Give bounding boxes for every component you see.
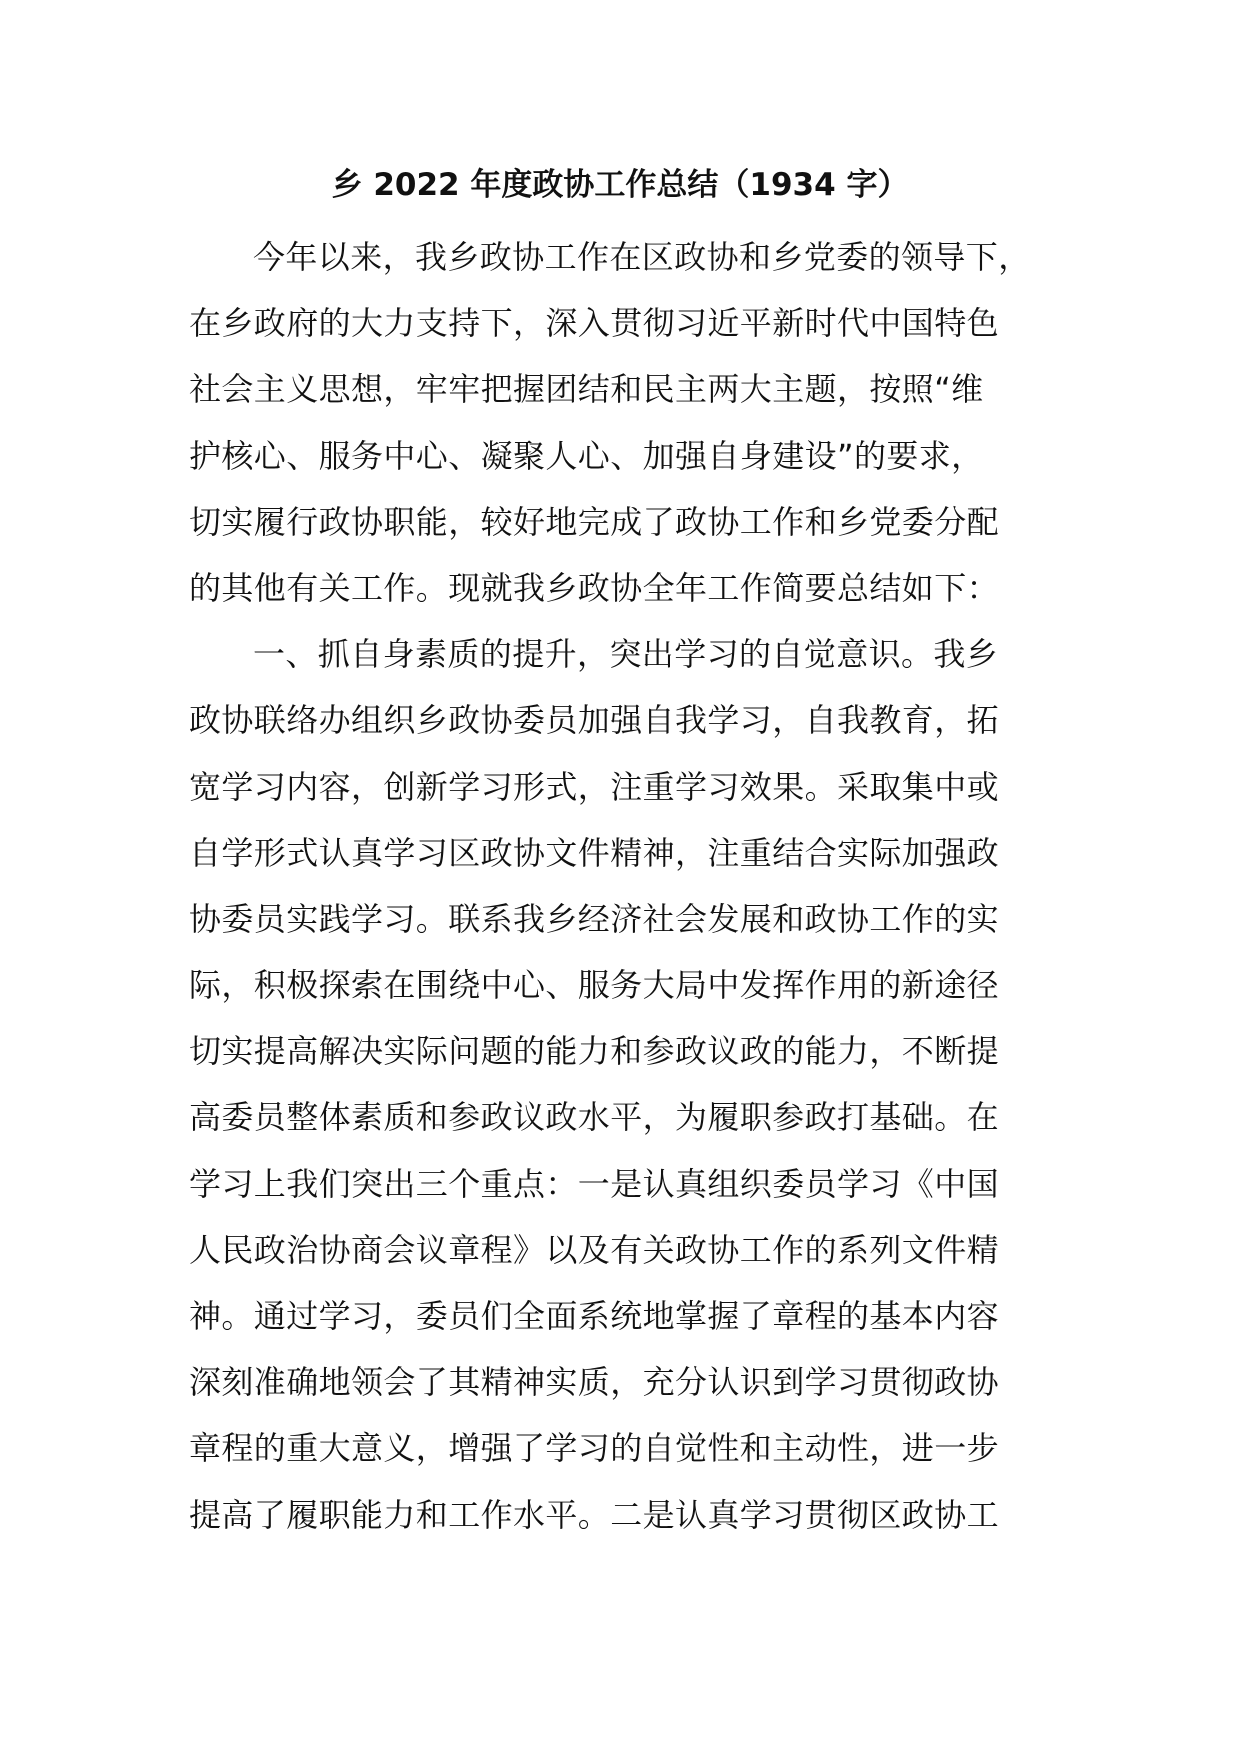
paragraph-line: 协委员实践学习。联系我乡经济社会发展和政协工作的实 — [189, 899, 1000, 938]
paragraph-line: 社会主义思想，牢牢把握团结和民主两大主题，按照“维 — [189, 370, 984, 409]
paragraph-line: 在乡政府的大力支持下，深入贯彻习近平新时代中国特色 — [189, 304, 1000, 343]
paragraph-line: 神。通过学习，委员们全面系统地掌握了章程的基本内容 — [189, 1297, 1000, 1335]
paragraph-line: 提高了履职能力和工作水平。二是认真学习贯彻区政协工 — [189, 1495, 1000, 1534]
document-title: 乡 2022 年度政协工作总结（1934 字） — [331, 167, 909, 203]
paragraph-line: 高委员整体素质和参政议政水平，为履职参政打基础。在 — [189, 1098, 1000, 1137]
paragraph-line: 人民政治协商会议章程》以及有关政协工作的系列文件精 — [189, 1230, 1000, 1269]
paragraph-line: 切实提高解决实际问题的能力和参政议政的能力，不断提 — [189, 1032, 1000, 1071]
paragraph-line: 章程的重大意义，增强了学习的自觉性和主动性，进一步 — [189, 1429, 1000, 1468]
paragraph-line: 学习上我们突出三个重点：一是认真组织委员学习《中国 — [189, 1164, 1000, 1203]
paragraph-line: 今年以来，我乡政协工作在区政协和乡党委的领导下， — [253, 238, 1031, 276]
paragraph-line: 宽学习内容，创新学习形式，注重学习效果。采取集中或 — [189, 767, 1000, 806]
paragraph-line: 政协联络办组织乡政协委员加强自我学习，自我教育，拓 — [189, 701, 1000, 740]
paragraph-line: 护核心、服务中心、凝聚人心、加强自身建设”的要求， — [189, 436, 984, 475]
paragraph-line: 的其他有关工作。现就我乡政协全年工作简要总结如下： — [189, 568, 1000, 607]
paragraph-line: 际，积极探索在围绕中心、服务大局中发挥作用的新途径 — [189, 966, 1000, 1005]
paragraph-line: 切实履行政协职能，较好地完成了政协工作和乡党委分配 — [189, 502, 1000, 541]
paragraph-line: 深刻准确地领会了其精神实质，充分认识到学习贯彻政协 — [189, 1363, 1000, 1402]
document-body — [189, 224, 1089, 1548]
paragraph-line: 一、抓自身素质的提升，突出学习的自觉意识。我乡 — [253, 635, 999, 674]
paragraph-line: 自学形式认真学习区政协文件精神，注重结合实际加强政 — [189, 833, 1000, 872]
